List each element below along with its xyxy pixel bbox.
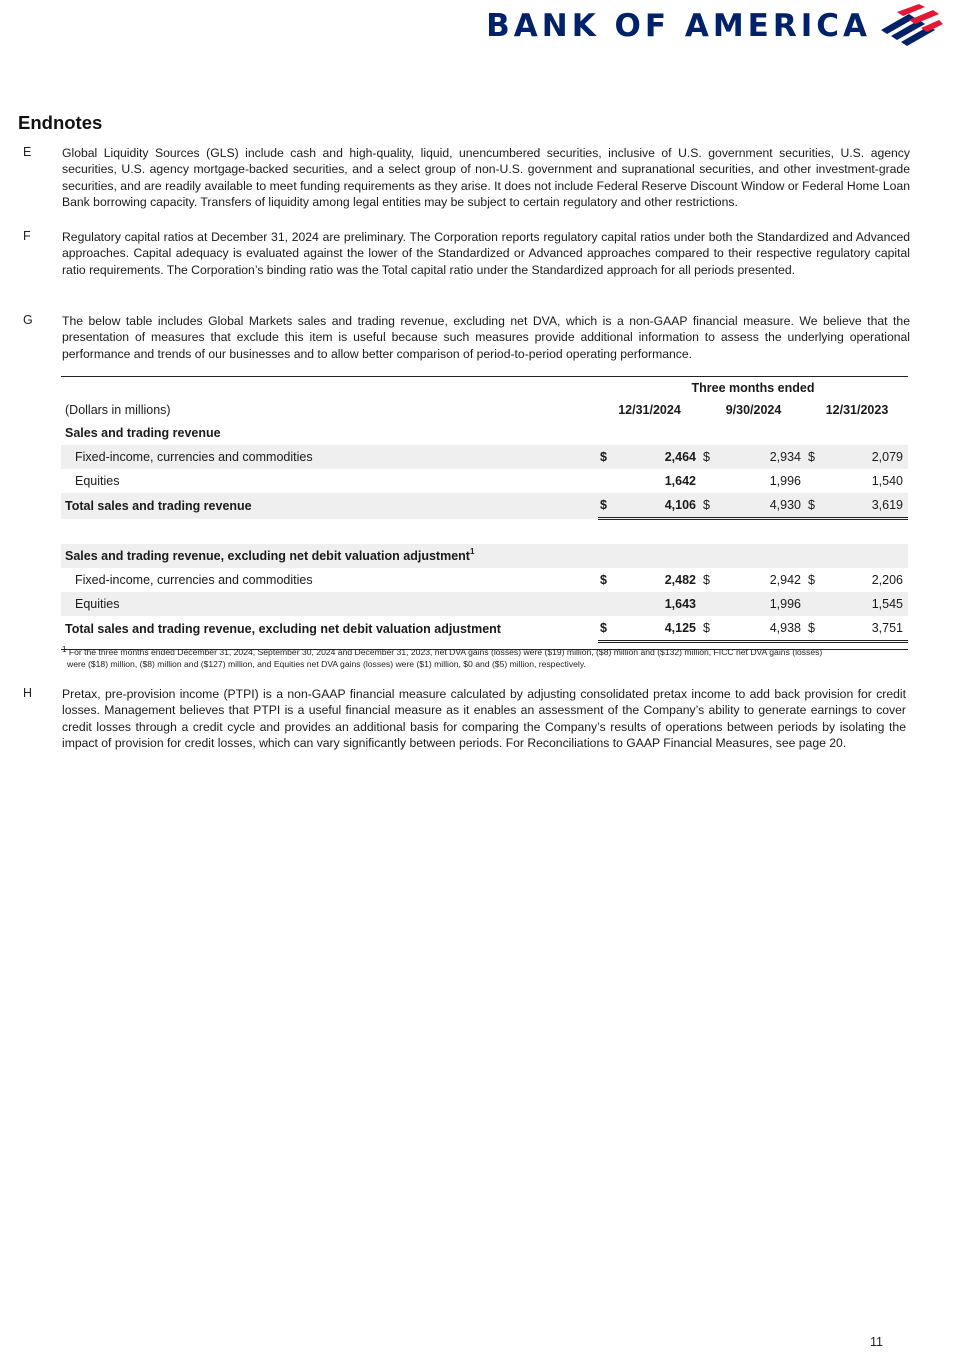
cell-value: 3,619 [828,493,908,519]
cell-value: 4,125 [618,616,701,642]
cell-value: 2,482 [664,573,696,587]
endnote-letter: G [23,313,33,327]
currency-symbol: $ [701,445,723,469]
total-row [61,493,908,519]
bank-logo [486,0,943,52]
endnote-text: Global Liquidity Sources (GLS) include cash and high-quality, liquid, unencumbered securities, inclusive of U.S. government securities, U.S. agency securities, U.S. agency mortgage-backed securities, and a select group of non-U.S. government and supranational securities, and other investment-grade securities, and are readily available to meet funding requirements as they arise. It does not include Federal Reserve Discount Window or Federal Home Loan Bank borrowing capacity. Transfers of liquidity among legal entities may be subject to certain regulatory and other restrictions. [62,146,910,209]
row-label: Fixed-income, currencies and commodities [75,573,313,587]
table-row [61,568,908,592]
endnote-text: The below table includes Global Markets sales and trading revenue, excluding net DVA, which is a non-GAAP financial measure. We believe that the presentation of measures that exclude this item is useful because such measures provide additional information to assess the underlying operational performance and trends of our businesses and to allow better comparison of period-to-period operating performance. [62,314,910,361]
currency-symbol: $ [806,445,828,469]
footnote-marker: 1 [469,547,475,556]
currency-symbol: $ [600,573,607,587]
row-label: Total sales and trading revenue, excluding net debit valuation adjustment [65,621,501,636]
page-title: Endnotes [18,112,103,133]
brand-name: BANK OF AMERICA [486,8,871,44]
endnote-letter: E [23,145,32,159]
column-header: 12/31/2023 [825,403,889,417]
footnote-line: were ($18) million, ($8) million and ($127) million, and Equities net DVA gains (losses) were ($1) million, $0 and ($5) million, respectively. [67,659,586,669]
row-label: Equities [75,474,120,488]
cell-value: 4,930 [723,493,806,519]
cell-value: 2,206 [871,573,903,587]
column-header: 9/30/2024 [725,403,782,417]
currency-symbol: $ [701,616,723,642]
table-row [61,445,908,469]
currency-symbol: $ [701,493,723,519]
row-label: Total sales and trading revenue [61,493,598,519]
currency-symbol: $ [806,493,828,519]
table-footnote [62,646,908,670]
cell-value: 3,751 [828,616,908,642]
flag-stripes-icon [879,4,943,48]
footnote-line: For the three months ended December 31, 2024, September 30, 2024 and December 31, 2023, net DVA gains (losses) were ($19) million, ($8) million and ($132) million, FICC net DVA gains (losses) [68,647,823,657]
sales-trading-table [61,376,908,650]
column-header: 12/31/2024 [618,403,681,417]
table-row [61,592,908,616]
cell-value: 2,464 [618,445,701,469]
cell-value: 2,942 [769,573,801,587]
currency-symbol: $ [598,445,618,469]
cell-value: 1,540 [871,474,903,488]
section-title: Sales and trading revenue, excluding net debit valuation adjustment$^1$ [61,544,598,568]
section-title: Sales and trading revenue [65,426,221,440]
total-row [61,616,908,642]
cell-value: 2,934 [723,445,806,469]
units-label: (Dollars in millions) [65,403,171,417]
cell-value: 1,996 [723,592,806,616]
currency-symbol: $ [808,573,815,587]
endnote-letter: H [23,686,33,700]
row-label: Fixed-income, currencies and commodities [61,445,598,469]
cell-value: 1,642 [664,474,696,488]
period-header: Three months ended [691,381,815,395]
row-label: Equities [61,592,598,616]
cell-value: 1,545 [828,592,908,616]
currency-symbol: $ [703,573,710,587]
footnote-marker: 1 [62,645,67,654]
cell-value: 4,938 [723,616,806,642]
currency-symbol: $ [806,616,828,642]
currency-symbol: $ [598,616,618,642]
cell-value: 1,996 [769,474,801,488]
currency-symbol: $ [598,493,618,519]
endnote-letter: F [23,229,31,243]
endnote-text: Pretax, pre-provision income (PTPI) is a non-GAAP financial measure calculated by adjusting consolidated pretax income to add back provision for credit losses. Management believes that PTPI is a useful financial measure as it enables an assessment of the Company’s ability to generate earnings to cover credit losses through a credit cycle and provides an additional basis for comparing the Company’s results of operations between periods by isolating the impact of provision for credit losses, which can vary significantly between periods. For Reconciliations to GAAP Financial Measures, see page 20. [62,687,906,750]
page-number: 11 [870,1335,883,1349]
cell-value: 4,106 [618,493,701,519]
cell-value: 2,079 [828,445,908,469]
endnote-text: Regulatory capital ratios at December 31, 2024 are preliminary. The Corporation reports regulatory capital ratios under both the Standardized and Advanced approaches. Capital adequacy is evaluated against the lower of the Standardized or Advanced approaches compared to their respective regulatory capital ratio requirements. The Corporation’s binding ratio was the Total capital ratio under the Standardized approach for all periods presented. [62,230,910,277]
cell-value: 1,643 [618,592,701,616]
table-row [61,469,908,493]
